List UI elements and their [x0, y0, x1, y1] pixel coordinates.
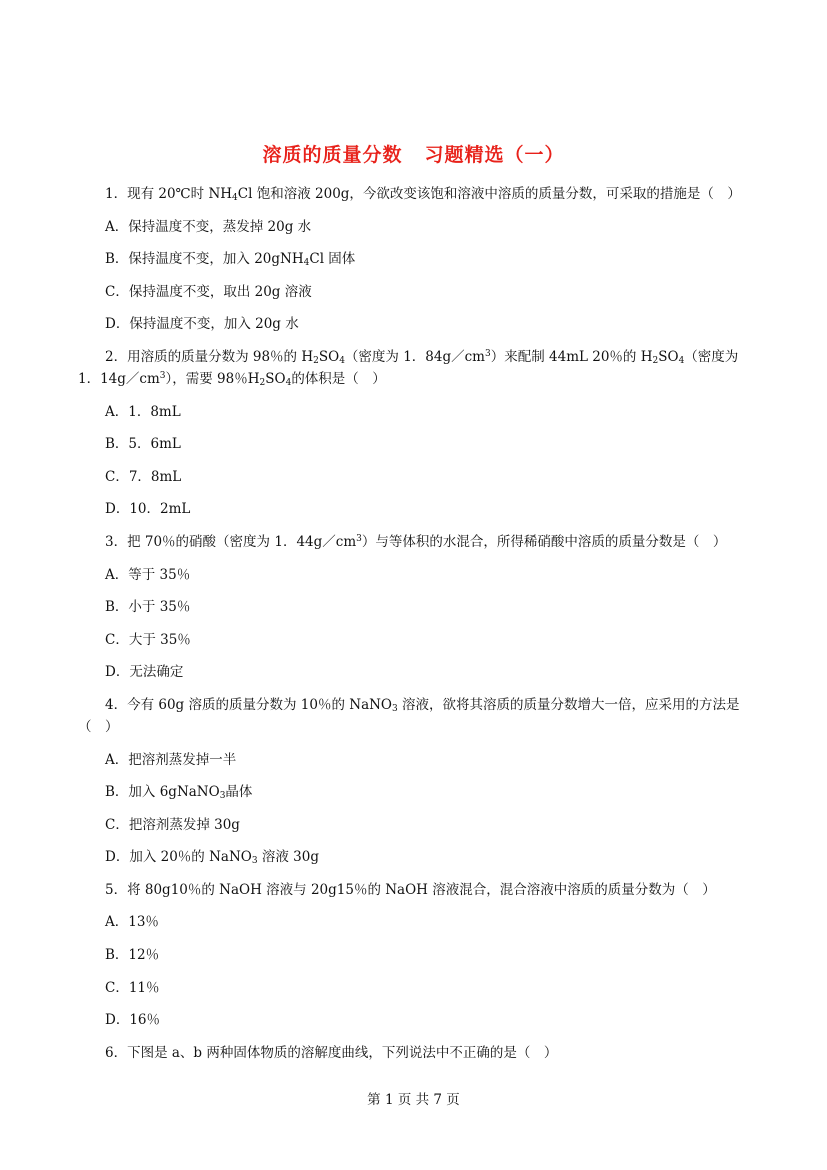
question-1-option-b: B．保持温度不变，加入 20gNH$_4$Cl 固体 — [105, 251, 356, 269]
question-6-stem: 6．下图是 a、b 两种固体物质的溶解度曲线，下列说法中不正确的是（ ） — [105, 1044, 558, 1061]
question-5-option-c: C．11％ — [105, 979, 160, 996]
title-part-2: 习题精选（一） — [424, 144, 565, 166]
page-footer: 第 1 页 共 7 页 — [367, 1092, 460, 1108]
question-1-option-a: A．保持温度不变，蒸发掉 20g 水 — [105, 218, 312, 235]
question-5-option-d: D．16％ — [105, 1012, 161, 1029]
question-2-option-c: C．7．8mL — [105, 468, 182, 485]
title-part-1: 溶质的质量分数 — [262, 144, 403, 166]
question-4-option-b: B．加入 6gNaNO$_3$晶体 — [105, 784, 253, 802]
question-2-option-b: B．5．6mL — [105, 436, 181, 453]
question-2-stem: 2．用溶质的质量分数为 98％的 $H_2SO_4$（密度为 1．$84g/cm^3$）来配制 44mL 20％的 $H_2SO_4$（密度为 1．$14g/cm^3$），需要 98％$H_2SO_4$的体积是（ ） — [78, 348, 739, 388]
question-3-option-b: B．小于 35％ — [105, 599, 191, 616]
question-1-stem: 1．现有 20℃时 $NH_4Cl$ 饱和溶液 200g，今欲改变该饱和溶液中溶质的质量分数，可采取的措施是（ ） — [105, 186, 741, 203]
question-1-option-c: C．保持温度不变，取出 20g 溶液 — [105, 283, 312, 300]
question-2-option-a: A．1．8mL — [105, 403, 181, 420]
question-2-option-d: D．10．2mL — [105, 501, 191, 518]
question-3-stem: 3．把 70％的硝酸（密度为 1．$44g/cm^3$）与等体积的水混合，所得稀硝酸中溶质的质量分数是（ ） — [105, 533, 727, 550]
question-1-option-d: D．保持温度不变，加入 20g 水 — [105, 316, 299, 333]
page-title — [0, 140, 827, 167]
question-3-option-c: C．大于 35％ — [105, 631, 191, 648]
question-4-option-c: C．把溶剂蒸发掉 30g — [105, 816, 240, 833]
question-4-stem: 4．今有 60g 溶质的质量分数为 10％的 NaNO$_3$ 溶液，欲将其溶质的质量分数增大一倍，应采用的方法是（ ） — [78, 696, 740, 735]
question-3-option-d: D．无法确定 — [105, 664, 184, 681]
question-4-option-a: A．把溶剂蒸发掉一半 — [105, 751, 237, 768]
question-3-option-a: A．等于 35％ — [105, 566, 191, 583]
question-4-option-d: D．加入 20％的 NaNO$_3$ 溶液 30g — [105, 849, 319, 867]
question-5-option-b: B．12％ — [105, 947, 160, 964]
question-list — [78, 183, 756, 1074]
question-5-stem: 5．将 80g10％的 NaOH 溶液与 20g15％的 NaOH 溶液混合，混合溶液中溶质的质量分数为（ ） — [105, 881, 716, 898]
question-5-option-a: A．13％ — [105, 914, 159, 931]
